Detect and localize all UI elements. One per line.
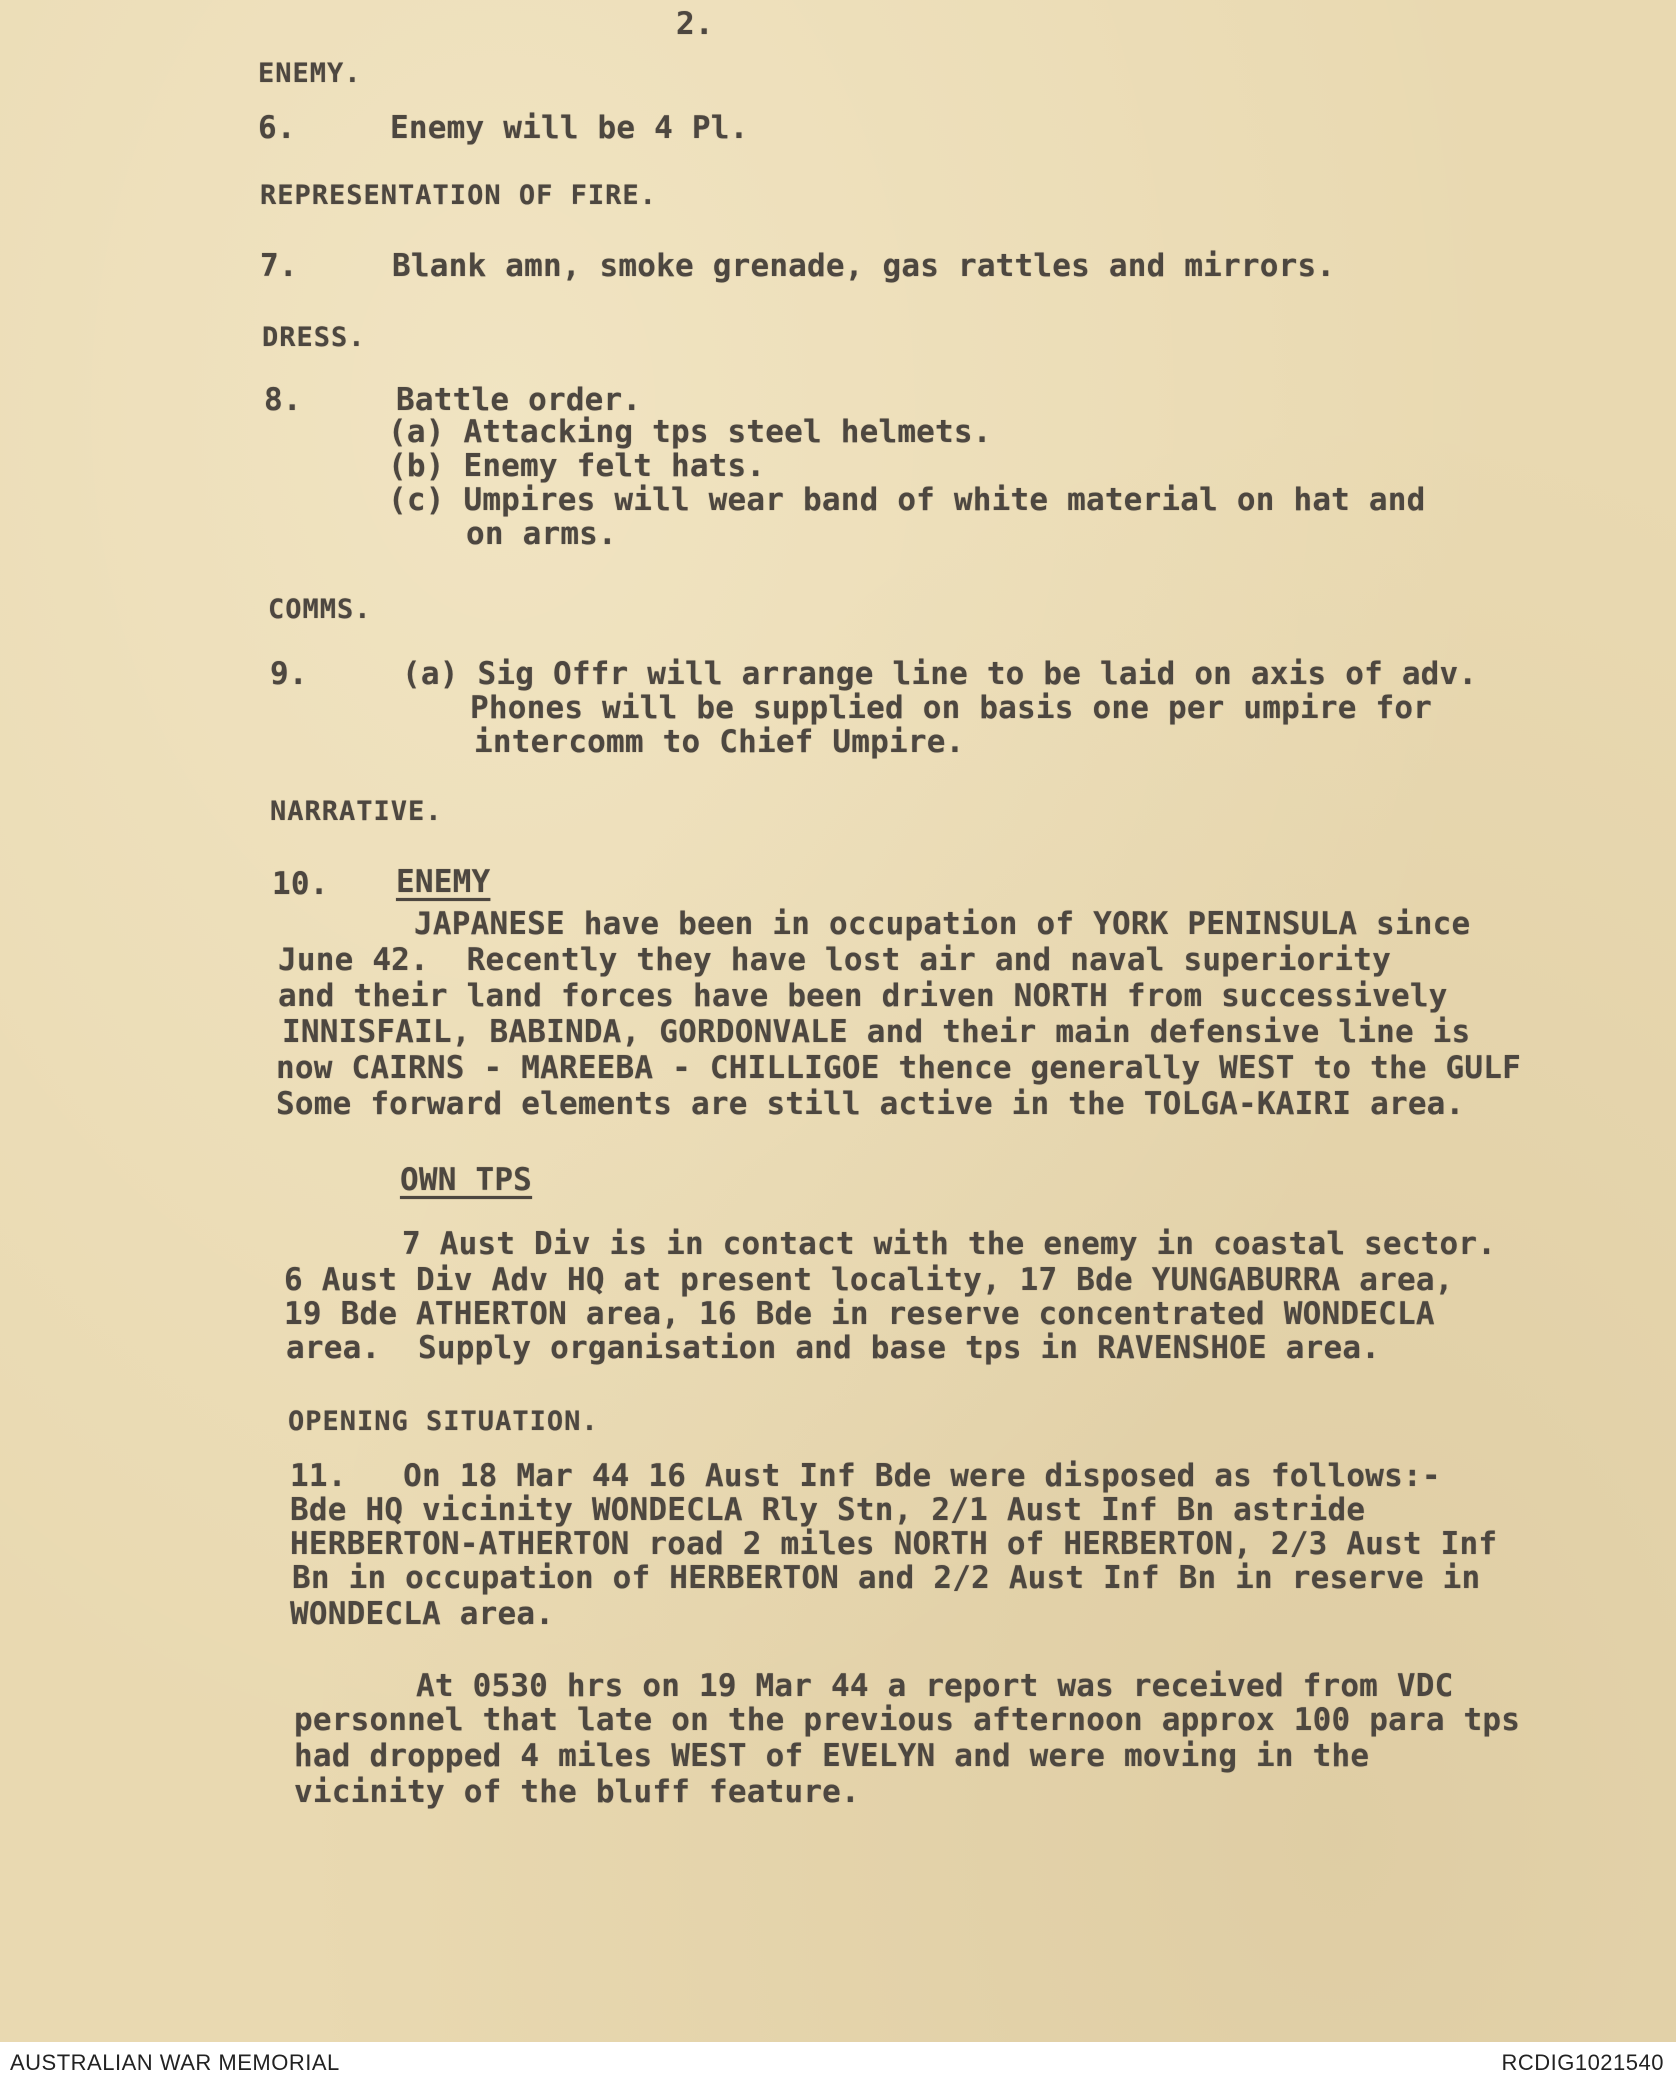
paragraph-11-line-4: Bn in occupation of HERBERTON and 2/2 Aust Inf Bn in reserve in — [292, 1560, 1481, 1596]
paragraph-8-item-a: (a) Attacking tps steel helmets. — [388, 414, 992, 450]
narrative-own-tps-line-3: 19 Bde ATHERTON area, 16 Bde in reserve concentrated WONDECLA — [284, 1296, 1435, 1332]
paragraph-11b-line-3: had dropped 4 miles WEST of EVELYN and were moving in the — [294, 1738, 1370, 1774]
narrative-enemy-line-3: and their land forces have been driven NORTH from successively — [278, 978, 1448, 1014]
paragraph-11-line-3: HERBERTON-ATHERTON road 2 miles NORTH of HERBERTON, 2/3 Aust Inf — [290, 1526, 1498, 1562]
paragraph-8-item-c-cont: on arms. — [466, 516, 617, 552]
subheading-enemy: ENEMY — [396, 864, 491, 900]
section-heading-opening-situation: OPENING SITUATION. — [288, 1406, 599, 1437]
paragraph-10-number: 10. — [272, 866, 329, 902]
paragraph-9: 9. (a) Sig Offr will arrange line to be laid on axis of adv. — [270, 656, 1478, 692]
narrative-enemy-line-4: INNISFAIL, BABINDA, GORDONVALE and their main defensive line is — [282, 1014, 1471, 1050]
narrative-enemy-line-6: Some forward elements are still active in the TOLGA-KAIRI area. — [276, 1086, 1465, 1122]
paragraph-8-item-c: (c) Umpires will wear band of white material on hat and — [388, 482, 1426, 518]
section-heading-dress: DRESS. — [262, 322, 366, 353]
paragraph-11-line-5: WONDECLA area. — [290, 1596, 555, 1632]
narrative-enemy-line-1: JAPANESE have been in occupation of YORK PENINSULA since — [414, 906, 1471, 942]
paragraph-11b-line-1: At 0530 hrs on 19 Mar 44 a report was received from VDC — [416, 1668, 1454, 1704]
narrative-enemy-line-2: June 42. Recently they have lost air and naval superiority — [278, 942, 1391, 978]
section-heading-enemy: ENEMY. — [258, 58, 362, 89]
paragraph-11b-line-2: personnel that late on the previous afternoon approx 100 para tps — [294, 1702, 1521, 1738]
narrative-own-tps-line-1: 7 Aust Div is in contact with the enemy in coastal sector. — [402, 1226, 1497, 1262]
paragraph-8-item-b: (b) Enemy felt hats. — [388, 448, 766, 484]
section-heading-comms: COMMS. — [268, 594, 372, 625]
section-heading-representation-of-fire: REPRESENTATION OF FIRE. — [260, 180, 657, 211]
paragraph-6: 6. Enemy will be 4 Pl. — [258, 110, 749, 146]
paragraph-9-line-2: Phones will be supplied on basis one per umpire for — [470, 690, 1433, 726]
narrative-own-tps-line-4: area. Supply organisation and base tps in RAVENSHOE area. — [286, 1330, 1381, 1366]
paragraph-9-line-3: intercomm to Chief Umpire. — [474, 724, 965, 760]
paragraph-11-line-1: 11. On 18 Mar 44 16 Aust Inf Bde were disposed as follows:- — [290, 1458, 1441, 1494]
footer-institution: AUSTRALIAN WAR MEMORIAL — [10, 2050, 340, 2075]
paragraph-7: 7. Blank amn, smoke grenade, gas rattles and mirrors. — [260, 248, 1336, 284]
narrative-enemy-line-5: now CAIRNS - MAREEBA - CHILLIGOE thence generally WEST to the GULF — [276, 1050, 1521, 1086]
narrative-own-tps-line-2: 6 Aust Div Adv HQ at present locality, 17 Bde YUNGABURRA area, — [284, 1262, 1454, 1298]
footer-record-id: RCDIG1021540 — [1501, 2050, 1664, 2075]
paragraph-11-line-2: Bde HQ vicinity WONDECLA Rly Stn, 2/1 Aust Inf Bn astride — [290, 1492, 1366, 1528]
section-heading-narrative: NARRATIVE. — [270, 796, 443, 827]
subheading-own-tps: OWN TPS — [400, 1162, 533, 1198]
paragraph-11b-line-4: vicinity of the bluff feature. — [294, 1774, 860, 1810]
page-number: 2. — [676, 6, 714, 42]
paragraph-8: 8. Battle order. — [264, 382, 642, 418]
archive-footer — [0, 2042, 1676, 2082]
